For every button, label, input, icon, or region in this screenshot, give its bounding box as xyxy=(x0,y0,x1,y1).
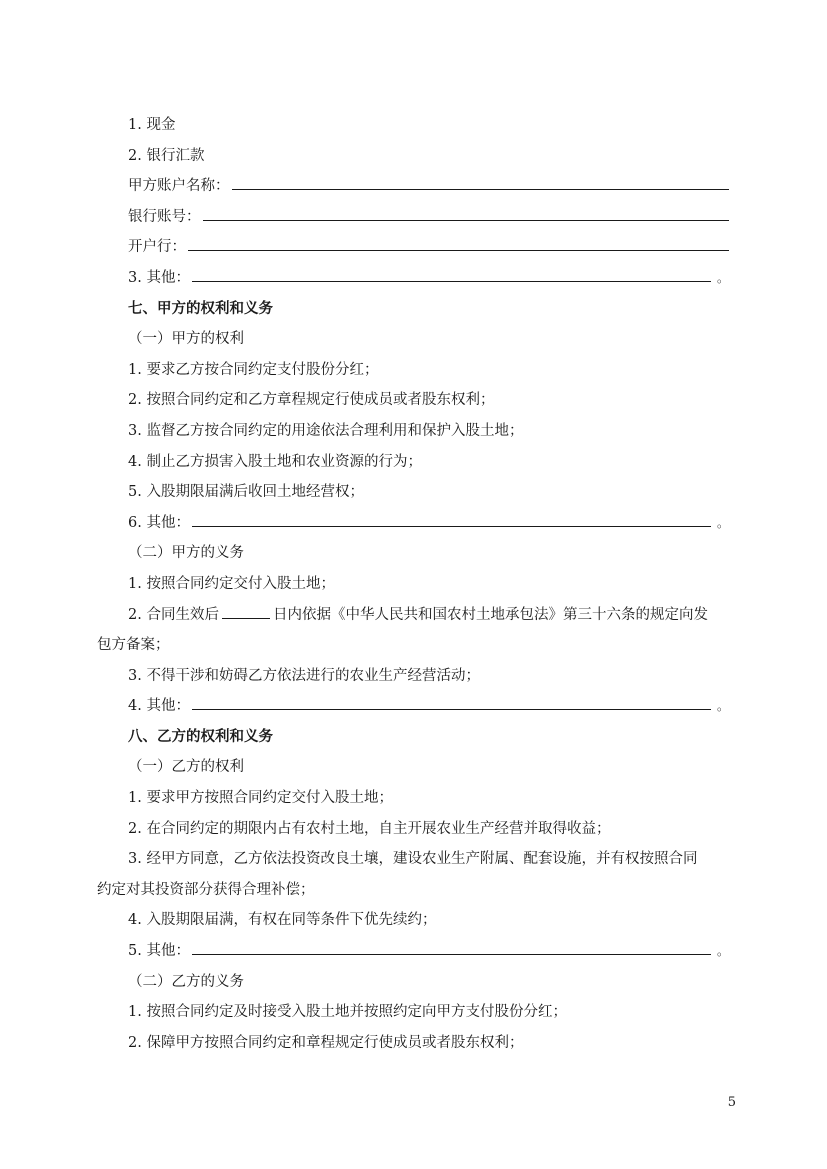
party-a-duties-other-row xyxy=(97,691,729,722)
party-b-rights-other-label: 5. 其他： xyxy=(128,943,190,960)
party-a-rights-title: （一）甲方的权利 xyxy=(128,331,244,348)
list-item: 5. 入股期限届满后收回土地经营权； xyxy=(128,484,364,501)
party-a-duties-other-label: 4. 其他： xyxy=(128,698,190,715)
account-number-field[interactable] xyxy=(203,208,730,221)
list-item: 3. 经甲方同意，乙方依法投资改良土壤，建设农业生产附属、配套设施，并有权按照合同 xyxy=(128,851,698,868)
list-item: 2. 按照合同约定和乙方章程规定行使成员或者股东权利； xyxy=(128,392,495,409)
list-item: 1. 要求甲方按照合同约定交付入股土地； xyxy=(128,790,393,807)
end-mark: 。 xyxy=(716,699,729,714)
payment-cash: 1. 现金 xyxy=(128,117,176,133)
party-b-rights-title: （一）乙方的权利 xyxy=(128,759,244,776)
list-item-continuation: 约定对其投资部分获得合理补偿； xyxy=(97,881,315,898)
list-item: 4. 入股期限届满，有权在同等条件下优先续约； xyxy=(128,912,437,929)
filing-days-prefix: 2. 合同生效后 xyxy=(128,606,219,623)
payment-bank-transfer: 2. 银行汇款 xyxy=(128,147,205,164)
section-7-title: 七、甲方的权利和义务 xyxy=(128,299,273,317)
party-b-rights-other-row xyxy=(97,936,729,967)
document-body xyxy=(97,110,729,1058)
list-item: 1. 按照合同约定交付入股土地； xyxy=(128,575,335,592)
end-mark: 。 xyxy=(716,944,729,959)
list-item: 4. 制止乙方损害入股土地和农业资源的行为； xyxy=(128,453,422,470)
party-a-rights-other-label: 6. 其他： xyxy=(128,514,190,531)
filing-days-continuation: 包方备案； xyxy=(97,637,170,654)
list-item: 1. 要求乙方按合同约定支付股份分红； xyxy=(128,361,379,378)
bank-label: 开户行： xyxy=(128,239,186,256)
list-item: 3. 不得干涉和妨碍乙方依法进行的农业生产经营活动； xyxy=(128,667,480,684)
party-b-duties-title: （二）乙方的义务 xyxy=(128,973,244,990)
section-8-title: 八、乙方的权利和义务 xyxy=(128,727,273,745)
list-item: 2. 保障甲方按照合同约定和章程规定行使成员或者股东权利； xyxy=(128,1034,524,1051)
account-number-label: 银行账号： xyxy=(128,208,201,225)
account-name-field[interactable] xyxy=(232,177,730,190)
party-a-duties-title: （二）甲方的义务 xyxy=(128,545,244,562)
list-item: 1. 按照合同约定及时接受入股土地并按照约定向甲方支付股份分红； xyxy=(128,1004,567,1021)
account-number-row xyxy=(97,202,729,233)
account-name-row xyxy=(97,171,729,202)
list-item: 2. 在合同约定的期限内占有农村土地，自主开展农业生产经营并取得收益； xyxy=(128,820,611,837)
list-item: 3. 监督乙方按合同约定的用途依法合理利用和保护入股土地； xyxy=(128,422,524,439)
party-a-rights-other-field[interactable] xyxy=(192,514,711,527)
filing-days-suffix: 日内依据《中华人民共和国农村土地承包法》第三十六条的规定向发 xyxy=(272,606,708,623)
payment-other-label: 3. 其他： xyxy=(128,269,190,286)
end-mark: 。 xyxy=(716,270,729,285)
party-a-duties-other-field[interactable] xyxy=(192,697,711,710)
account-name-label: 甲方账户名称： xyxy=(128,178,230,195)
filing-days-row xyxy=(97,600,729,631)
bank-row xyxy=(97,232,729,263)
filing-days-field[interactable] xyxy=(222,606,270,619)
payment-other-field[interactable] xyxy=(192,269,711,282)
end-mark: 。 xyxy=(716,515,729,530)
bank-field[interactable] xyxy=(188,238,729,251)
payment-other-row xyxy=(97,263,729,294)
party-a-rights-other-row xyxy=(97,508,729,539)
party-b-rights-other-field[interactable] xyxy=(192,942,711,955)
page-number: 5 xyxy=(727,1095,736,1110)
